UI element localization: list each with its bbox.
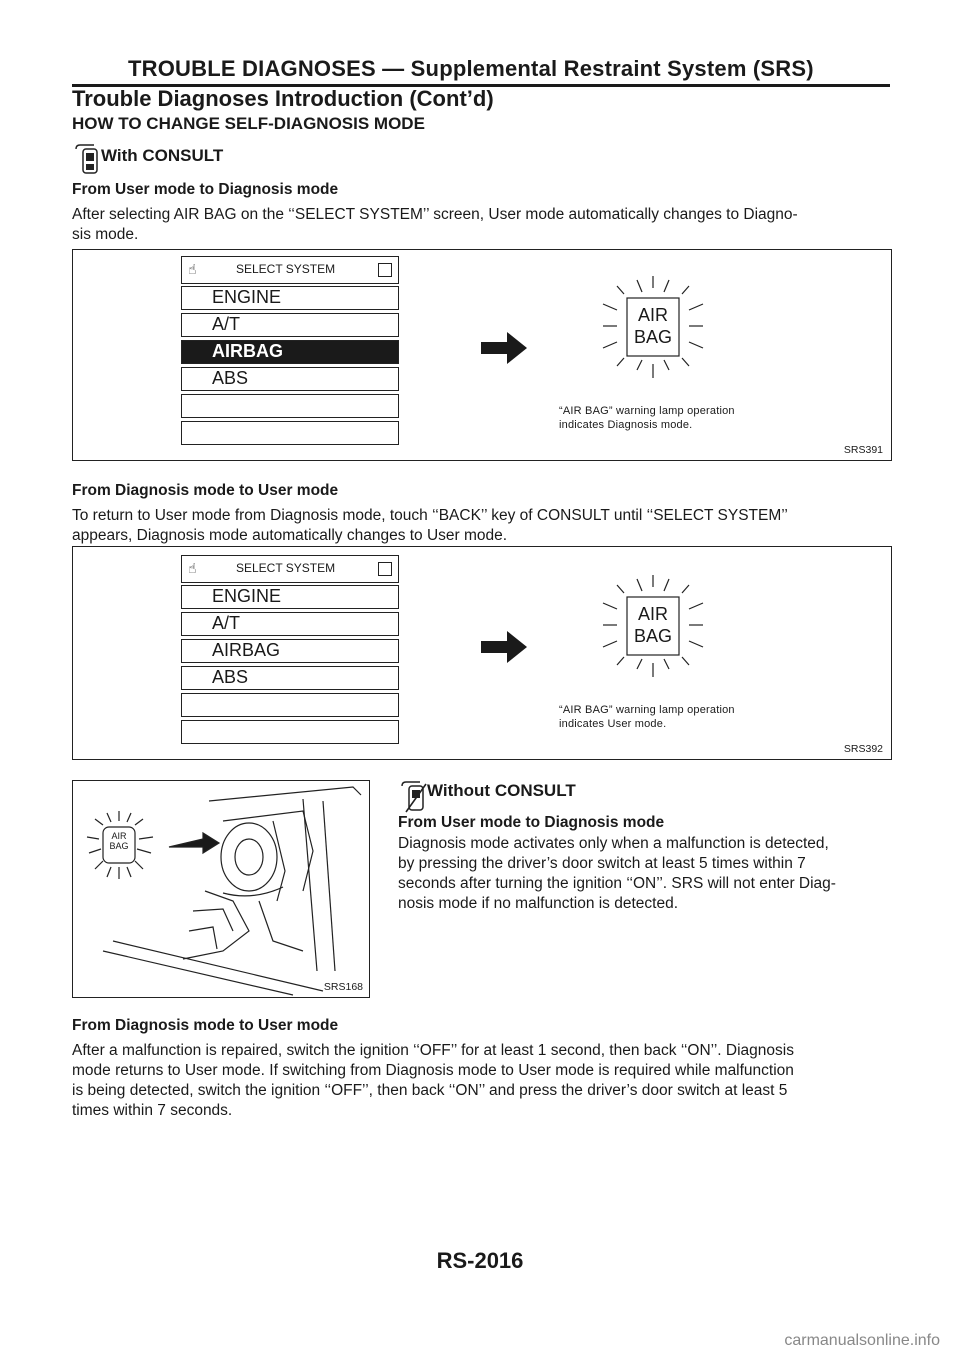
- system-item-empty: [181, 720, 399, 744]
- lamp-text-air: AIR: [637, 604, 668, 624]
- system-item-at: A/T: [181, 612, 399, 636]
- figure-srs392: [72, 546, 892, 760]
- watermark: carmanualsonline.info: [784, 1332, 940, 1349]
- page-header-subtitle: Trouble Diagnoses Introduction (Cont’d): [72, 86, 494, 111]
- figure-caption-line: indicates Diagnosis mode.: [559, 419, 693, 431]
- figure-caption-line: indicates User mode.: [559, 718, 667, 730]
- paragraph-line: seconds after turning the ignition ‘‘ON’’. SRS will not enter Diag-: [398, 875, 836, 892]
- subheading-user-to-diag: From User mode to Diagnosis mode: [398, 814, 665, 831]
- checkbox-icon: [378, 562, 392, 576]
- select-system-header: [181, 256, 399, 284]
- pointer-icon: ☝: [188, 261, 197, 277]
- subheading-user-to-diag: From User mode to Diagnosis mode: [72, 181, 339, 198]
- arrow-right-icon: [479, 330, 529, 366]
- without-consult-label: Without CONSULT: [427, 781, 576, 800]
- figure-code: SRS391: [843, 444, 883, 456]
- lamp-text-bag: BAG: [109, 841, 129, 851]
- paragraph-line: is being detected, switch the ignition ‘‘OFF’’, then back ‘‘ON’’ and press the driver’s door switch at least 5: [72, 1082, 788, 1099]
- system-item-empty: [181, 394, 399, 418]
- paragraph-line: After selecting AIR BAG on the ‘‘SELECT SYSTEM’’ screen, User mode automatically changes to Diagno-: [72, 206, 798, 223]
- no-consult-tool-icon: [398, 778, 428, 814]
- paragraph-line: After a malfunction is repaired, switch the ignition ‘‘OFF’’ for at least 1 second, then back ‘‘ON’’. Diagnosis: [72, 1042, 794, 1059]
- section-title: HOW TO CHANGE SELF-DIAGNOSIS MODE: [72, 114, 425, 133]
- select-system-title: SELECT SYSTEM: [236, 262, 336, 276]
- figure-srs168: [72, 780, 370, 998]
- system-item-abs: ABS: [181, 666, 399, 690]
- select-system-header: [181, 555, 399, 583]
- subheading-diag-to-user: From Diagnosis mode to User mode: [72, 482, 339, 499]
- figure-caption-line: “AIR BAG” warning lamp operation: [559, 704, 735, 716]
- select-system-title: SELECT SYSTEM: [236, 561, 336, 575]
- airbag-warning-lamp-flashing: [593, 270, 713, 380]
- paragraph-line: appears, Diagnosis mode automatically changes to User mode.: [72, 527, 508, 544]
- system-item-airbag: AIRBAG: [181, 639, 399, 663]
- figure-caption-line: “AIR BAG” warning lamp operation: [559, 405, 735, 417]
- checkbox-icon: [378, 263, 392, 277]
- figure-code: SRS392: [843, 743, 883, 755]
- figure-code: SRS168: [323, 981, 363, 993]
- system-item-empty: [181, 421, 399, 445]
- system-item-engine: ENGINE: [181, 286, 399, 310]
- lamp-text-bag: BAG: [633, 626, 672, 646]
- page-header-title: TROUBLE DIAGNOSES — Supplemental Restraint System (SRS): [128, 56, 814, 81]
- with-consult-label: With CONSULT: [101, 146, 224, 165]
- page-number: RS-2016: [436, 1248, 524, 1273]
- lamp-text-air: AIR: [637, 305, 668, 325]
- pointer-icon: ☝: [188, 560, 197, 576]
- figure-srs391: [72, 249, 892, 461]
- consult-tool-icon: [72, 141, 102, 177]
- lamp-text-bag: BAG: [633, 327, 672, 347]
- airbag-warning-lamp-flashing: [593, 569, 713, 679]
- arrow-right-icon: [479, 629, 529, 665]
- paragraph-line: times within 7 seconds.: [72, 1102, 233, 1119]
- subheading-diag-to-user: From Diagnosis mode to User mode: [72, 1017, 339, 1034]
- system-item-engine: ENGINE: [181, 585, 399, 609]
- system-item-airbag-selected: AIRBAG: [181, 340, 399, 364]
- system-item-empty: [181, 693, 399, 717]
- lamp-text-air: AIR: [111, 831, 127, 841]
- system-item-abs: ABS: [181, 367, 399, 391]
- system-item-at: A/T: [181, 313, 399, 337]
- paragraph-line: sis mode.: [72, 226, 139, 243]
- paragraph-line: Diagnosis mode activates only when a malfunction is detected,: [398, 835, 829, 852]
- paragraph-line: nosis mode if no malfunction is detected.: [398, 895, 679, 912]
- paragraph-line: by pressing the driver’s door switch at least 5 times within 7: [398, 855, 806, 872]
- paragraph-line: To return to User mode from Diagnosis mode, touch ‘‘BACK’’ key of CONSULT until ‘‘SELECT SYSTEM’’: [72, 507, 788, 524]
- paragraph-line: mode returns to User mode. If switching from Diagnosis mode to User mode is required while malfunction: [72, 1062, 794, 1079]
